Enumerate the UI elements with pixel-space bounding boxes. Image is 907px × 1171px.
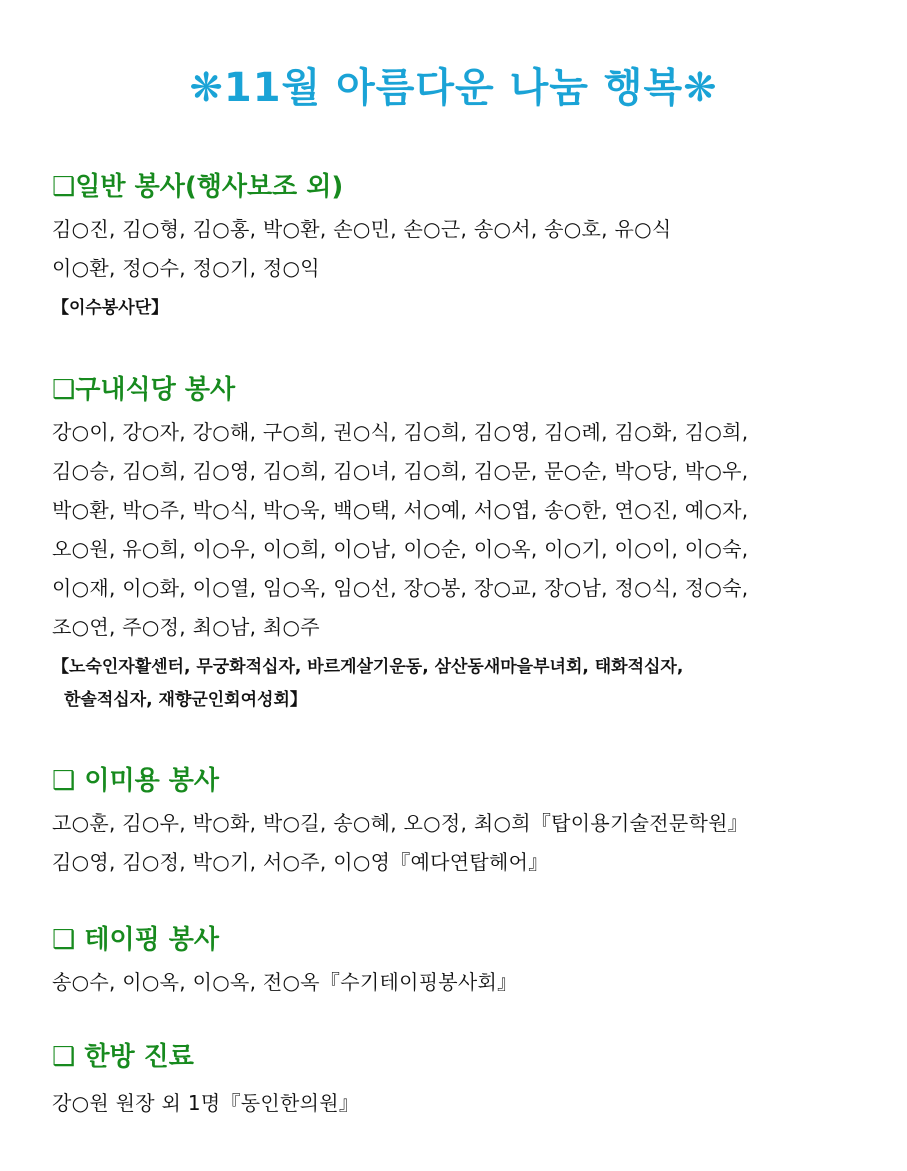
volunteer-names: 이○환, 정○수, 정○기, 정○익 [52,256,320,280]
volunteer-names: 김○승, 김○희, 김○영, 김○희, 김○녀, 김○희, 김○문, 문○순, 박○당, 박○우, [52,459,749,483]
section-general-volunteer [52,170,882,325]
volunteer-names: 오○원, 유○희, 이○우, 이○희, 이○남, 이○순, 이○옥, 이○기, 이○이, 이○숙, [52,537,749,561]
section-heading: ❑구내식당 봉사 [52,375,236,405]
volunteer-names: 박○환, 박○주, 박○식, 박○욱, 백○택, 서○예, 서○엽, 송○한, 연○진, 예○자, [52,498,749,522]
section-oriental-medicine [52,1040,882,1123]
volunteer-names: 이○재, 이○화, 이○열, 임○옥, 임○선, 장○봉, 장○교, 장○남, 정○식, 정○숙, [52,576,749,600]
volunteer-names: 고○훈, 김○우, 박○화, 박○길, 송○혜, 오○정, 최○희『탑이용기술전문학원』 [52,811,749,835]
volunteer-names: 김○진, 김○형, 김○홍, 박○환, 손○민, 손○근, 송○서, 송○호, 유○식 [52,217,672,241]
volunteer-names: 강○이, 강○자, 강○해, 구○희, 권○식, 김○희, 김○영, 김○례, 김○화, 김○희, [52,420,749,444]
volunteer-names: 송○수, 이○옥, 이○옥, 전○옥『수기테이핑봉사회』 [52,970,518,994]
organization-label: 한솔적십자, 재향군인회여성회】 [64,690,307,710]
volunteer-names: 강○원 원장 외 1명『동인한의원』 [52,1091,360,1115]
section-beauty-volunteer [52,764,882,882]
volunteer-names: 조○연, 주○정, 최○남, 최○주 [52,615,320,639]
section-heading: ❑ 한방 진료 [52,1042,194,1072]
section-heading: ❑ 이미용 봉사 [52,766,219,796]
organization-label: 【노숙인자활센터, 무궁화적십자, 바르게살기운동, 삼산동새마을부녀회, 태화적십자, [52,657,684,677]
section-heading: ❑ 테이핑 봉사 [52,925,219,955]
page-title: ❋11월 아름다운 나눔 행복❋ [189,65,718,111]
section-taping-volunteer [52,923,882,1002]
section-cafeteria-volunteer [52,373,882,717]
volunteer-names: 김○영, 김○정, 박○기, 서○주, 이○영『예다연탑헤어』 [52,850,549,874]
section-heading: ❑일반 봉사(행사보조 외) [52,172,344,202]
organization-label: 【이수봉사단】 [52,298,169,318]
